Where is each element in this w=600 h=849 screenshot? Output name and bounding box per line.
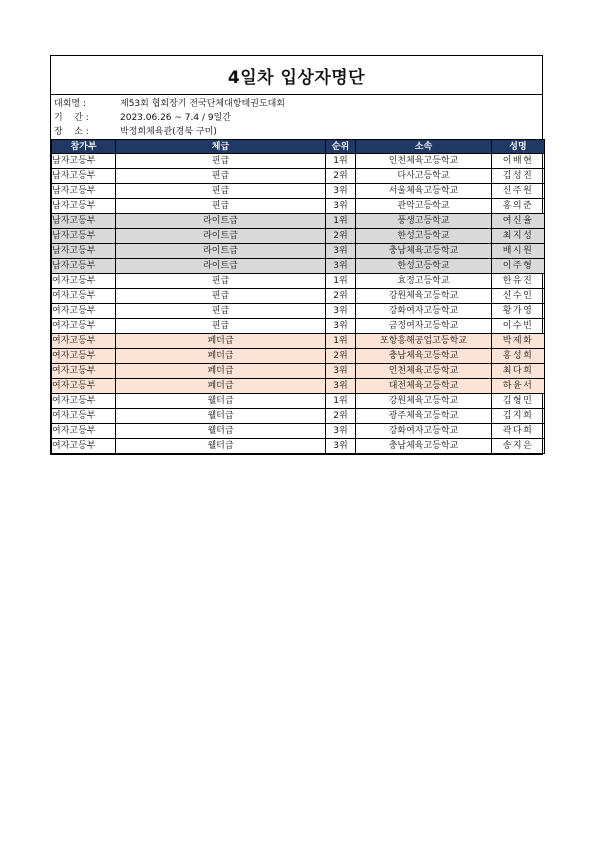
cell-weight-class: 웰터급 [116,409,326,424]
cell-athlete-name: 최지성 [492,229,545,244]
table-row [52,304,545,319]
cell-division: 남자고등부 [52,214,116,229]
cell-school: 광주체육고등학교 [356,409,492,424]
cell-division: 남자고등부 [52,199,116,214]
title-area [51,56,542,95]
header-division: 참가부 [52,140,116,154]
header-rank: 순위 [326,140,356,154]
cell-division: 여자고등부 [52,439,116,454]
cell-athlete-name: 이주형 [492,259,545,274]
cell-athlete-name: 김성진 [492,169,545,184]
cell-rank: 3위 [326,259,356,274]
cell-division: 여자고등부 [52,289,116,304]
header-name: 성명 [492,140,545,154]
cell-division: 남자고등부 [52,229,116,244]
cell-rank: 2위 [326,229,356,244]
cell-division: 여자고등부 [52,349,116,364]
cell-school: 대전체육고등학교 [356,379,492,394]
table-row [52,169,545,184]
info-value: 2023.06.26 ~ 7.4 / 9일간 [120,113,231,123]
header-weight-class: 체급 [116,140,326,154]
cell-division: 여자고등부 [52,409,116,424]
cell-weight-class: 페더급 [116,334,326,349]
header-school: 소속 [356,140,492,154]
cell-division: 남자고등부 [52,184,116,199]
cell-athlete-name: 홍성희 [492,349,545,364]
cell-school: 금정여자고등학교 [356,319,492,334]
info-label: 장 소 : [54,127,89,137]
cell-weight-class: 핀급 [116,274,326,289]
cell-athlete-name: 신수인 [492,289,545,304]
cell-rank: 2위 [326,169,356,184]
cell-athlete-name: 김형민 [492,394,545,409]
cell-athlete-name: 박제화 [492,334,545,349]
results-sheet [50,55,543,455]
cell-school: 충남체육고등학교 [356,244,492,259]
cell-rank: 2위 [326,409,356,424]
cell-weight-class: 핀급 [116,289,326,304]
cell-division: 여자고등부 [52,394,116,409]
table-row [52,244,545,259]
cell-athlete-name: 최다희 [492,364,545,379]
page-title: 4일차 입상자명단 [227,67,366,88]
cell-rank: 3위 [326,244,356,259]
cell-school: 한성고등학교 [356,229,492,244]
cell-weight-class: 핀급 [116,154,326,169]
cell-rank: 3위 [326,304,356,319]
cell-weight-class: 라이트급 [116,214,326,229]
cell-division: 여자고등부 [52,334,116,349]
cell-rank: 2위 [326,349,356,364]
cell-division: 여자고등부 [52,379,116,394]
cell-school: 충남체육고등학교 [356,349,492,364]
cell-rank: 3위 [326,424,356,439]
table-row [52,259,545,274]
cell-school: 포항흥해공업고등학교 [356,334,492,349]
info-row-event [51,97,542,111]
table-row [52,349,545,364]
cell-weight-class: 라이트급 [116,259,326,274]
table-header-row [52,140,545,154]
cell-rank: 3위 [326,199,356,214]
cell-athlete-name: 송지은 [492,439,545,454]
cell-weight-class: 페더급 [116,379,326,394]
cell-athlete-name: 한유진 [492,274,545,289]
cell-athlete-name: 하윤서 [492,379,545,394]
cell-school: 서울체육고등학교 [356,184,492,199]
table-row [52,214,545,229]
info-value: 박정희체육관(경북 구미) [120,127,217,137]
cell-school: 한성고등학교 [356,259,492,274]
cell-weight-class: 핀급 [116,199,326,214]
table-row [52,154,545,169]
cell-rank: 3위 [326,364,356,379]
cell-division: 여자고등부 [52,424,116,439]
cell-weight-class: 페더급 [116,349,326,364]
cell-athlete-name: 이수빈 [492,319,545,334]
cell-school: 효정고등학교 [356,274,492,289]
table-row [52,379,545,394]
cell-weight-class: 페더급 [116,364,326,379]
table-row [52,319,545,334]
cell-weight-class: 라이트급 [116,244,326,259]
table-row [52,439,545,454]
table-row [52,199,545,214]
cell-school: 강화여자고등학교 [356,304,492,319]
cell-athlete-name: 곽다희 [492,424,545,439]
cell-weight-class: 웰터급 [116,439,326,454]
cell-division: 여자고등부 [52,274,116,289]
cell-division: 남자고등부 [52,259,116,274]
cell-division: 남자고등부 [52,169,116,184]
cell-athlete-name: 황가영 [492,304,545,319]
cell-division: 여자고등부 [52,364,116,379]
cell-rank: 1위 [326,154,356,169]
cell-rank: 3위 [326,379,356,394]
cell-school: 풍생고등학교 [356,214,492,229]
info-row-period [51,111,542,125]
results-table [51,139,545,454]
cell-school: 충남체육고등학교 [356,439,492,454]
results-body [52,154,545,454]
cell-rank: 3위 [326,319,356,334]
table-row [52,289,545,304]
cell-school: 강원체육고등학교 [356,394,492,409]
info-label: 기 간 : [54,113,89,123]
cell-rank: 1위 [326,274,356,289]
cell-rank: 1위 [326,334,356,349]
table-row [52,334,545,349]
info-row-venue [51,125,542,139]
cell-school: 관악고등학교 [356,199,492,214]
info-label: 대회명 : [54,99,86,109]
cell-weight-class: 라이트급 [116,229,326,244]
event-info [51,95,542,139]
cell-weight-class: 핀급 [116,169,326,184]
table-row [52,409,545,424]
cell-athlete-name: 배시원 [492,244,545,259]
info-value: 제53회 협회장기 전국단체대항태권도대회 [120,99,285,109]
cell-athlete-name: 이배현 [492,154,545,169]
cell-school: 인천체육고등학교 [356,364,492,379]
cell-rank: 3위 [326,439,356,454]
cell-rank: 3위 [326,184,356,199]
cell-athlete-name: 김지희 [492,409,545,424]
cell-athlete-name: 홍의준 [492,199,545,214]
cell-rank: 1위 [326,214,356,229]
table-row [52,229,545,244]
cell-athlete-name: 신주원 [492,184,545,199]
cell-division: 남자고등부 [52,154,116,169]
table-row [52,274,545,289]
cell-school: 강원체육고등학교 [356,289,492,304]
cell-weight-class: 웰터급 [116,424,326,439]
cell-school: 강화여자고등학교 [356,424,492,439]
cell-division: 여자고등부 [52,304,116,319]
cell-rank: 2위 [326,289,356,304]
cell-school: 인천체육고등학교 [356,154,492,169]
cell-weight-class: 핀급 [116,304,326,319]
cell-rank: 1위 [326,394,356,409]
cell-weight-class: 웰터급 [116,394,326,409]
cell-division: 여자고등부 [52,319,116,334]
table-row [52,394,545,409]
cell-weight-class: 핀급 [116,184,326,199]
cell-athlete-name: 여신율 [492,214,545,229]
table-row [52,364,545,379]
cell-school: 다사고등학교 [356,169,492,184]
table-row [52,424,545,439]
cell-division: 남자고등부 [52,244,116,259]
cell-weight-class: 핀급 [116,319,326,334]
table-row [52,184,545,199]
